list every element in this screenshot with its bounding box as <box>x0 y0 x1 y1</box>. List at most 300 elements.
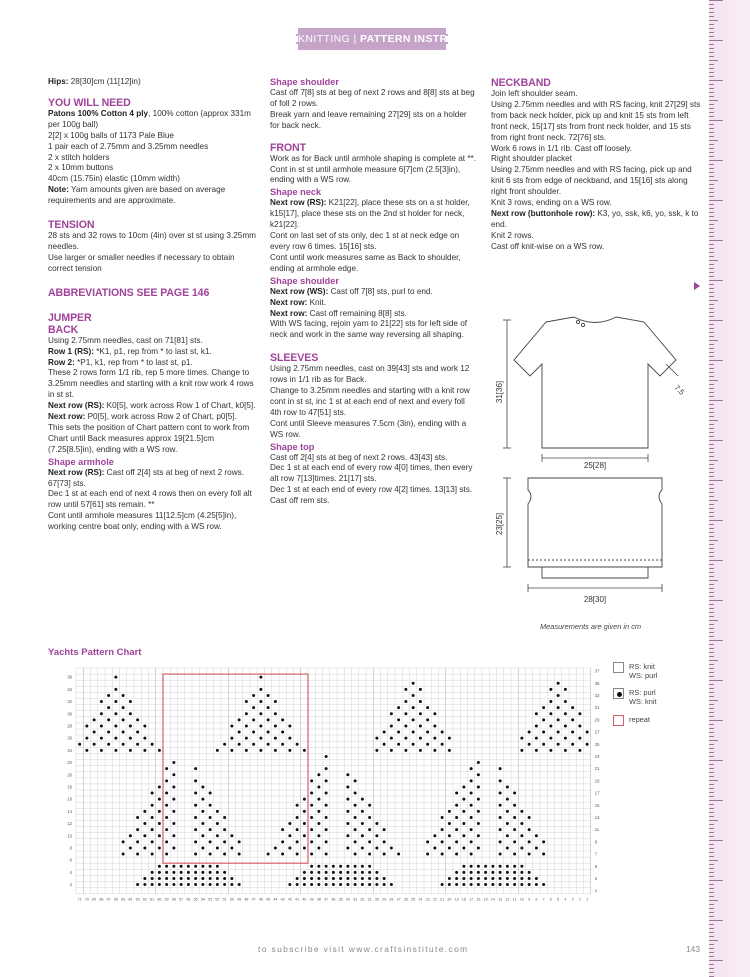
purl-stitch <box>549 724 552 727</box>
purl-stitch <box>549 712 552 715</box>
purl-stitch <box>462 871 465 874</box>
purl-stitch <box>165 840 168 843</box>
ruler-tick <box>709 548 714 549</box>
purl-stitch <box>528 877 531 880</box>
purl-stitch <box>296 853 299 856</box>
neck-row: Next row (RS): K21[22], place these sts on a st holder, k15[17], place these sts on the 2nd st holder for neck, k21[22]. <box>270 198 470 230</box>
col-label: 12 <box>505 897 510 902</box>
purl-stitch <box>201 877 204 880</box>
ruler-tick <box>709 824 714 825</box>
ruler-tick <box>709 84 714 85</box>
purl-stitch <box>477 798 480 801</box>
col-label: 15 <box>483 897 488 902</box>
col-label: 30 <box>374 897 379 902</box>
ruler-tick <box>709 820 718 821</box>
purl-stitch <box>535 877 538 880</box>
purl-stitch <box>455 828 458 831</box>
purl-stitch <box>368 871 371 874</box>
purl-stitch <box>346 834 349 837</box>
ruler-tick <box>709 460 718 461</box>
purl-stitch <box>303 798 306 801</box>
purl-stitch <box>499 865 502 868</box>
purl-stitch <box>158 834 161 837</box>
purl-stitch <box>433 724 436 727</box>
ruler-tick <box>709 720 723 721</box>
purl-stitch <box>201 883 204 886</box>
ruler-tick <box>709 612 714 613</box>
sleeves-heading: SLEEVES <box>270 352 319 365</box>
note: Note: Yarn amounts given are based on average requirements and are approximate. <box>48 185 226 206</box>
col-label: 16 <box>476 897 481 902</box>
purl-stitch <box>288 737 291 740</box>
ruler-tick <box>709 792 714 793</box>
purl-stitch <box>325 755 328 758</box>
ruler-tick <box>709 332 714 333</box>
purl-stitch <box>542 840 545 843</box>
purl-stitch <box>310 779 313 782</box>
purl-stitch <box>412 718 415 721</box>
ruler-tick <box>709 52 714 53</box>
col-label: 44 <box>273 897 278 902</box>
ruler-tick <box>709 420 718 421</box>
ruler-tick <box>709 4 714 5</box>
ruler-tick <box>709 764 714 765</box>
ruler-tick <box>709 8 714 9</box>
ruler-tick <box>709 212 714 213</box>
row-label-right: 15 <box>594 802 600 808</box>
ruler-tick <box>709 892 714 893</box>
purl-stitch <box>462 822 465 825</box>
purl-stitch <box>100 700 103 703</box>
purl-stitch <box>303 822 306 825</box>
purl-stitch <box>180 865 183 868</box>
purl-stitch <box>404 724 407 727</box>
purl-stitch <box>441 816 444 819</box>
purl-stitch <box>165 779 168 782</box>
ruler-tick <box>709 412 714 413</box>
footer-subscribe: to subscribe visit www.craftsinstitute.com <box>258 944 469 954</box>
purl-stitch <box>187 877 190 880</box>
top-text: Dec 1 st at each end of every row 4[2] times. 13[13] sts. <box>270 485 473 495</box>
ruler-tick <box>709 860 718 861</box>
purl-stitch <box>238 853 241 856</box>
col-label: 33 <box>353 897 358 902</box>
row-label-right: 9 <box>594 839 598 845</box>
front-heading: FRONT <box>270 141 306 154</box>
ruler-tick <box>709 56 714 57</box>
purl-stitch <box>346 871 349 874</box>
purl-stitch <box>180 871 183 874</box>
purl-stitch <box>470 767 473 770</box>
col-label: 64 <box>128 897 133 902</box>
ruler-tick <box>709 688 714 689</box>
purl-stitch <box>404 700 407 703</box>
purl-stitch <box>303 846 306 849</box>
ruler-tick <box>709 796 714 797</box>
purl-stitch <box>520 883 523 886</box>
purl-stitch <box>477 865 480 868</box>
purl-stitch <box>368 840 371 843</box>
purl-stitch <box>281 840 284 843</box>
purl-stitch <box>535 724 538 727</box>
ruler-tick <box>709 760 723 761</box>
col-label: 69 <box>92 897 97 902</box>
ruler-tick <box>709 264 714 265</box>
col-label: 19 <box>454 897 459 902</box>
purl-stitch <box>368 865 371 868</box>
purl-stitch <box>506 785 509 788</box>
purl-stitch <box>129 724 132 727</box>
ruler-tick <box>709 352 714 353</box>
purl-stitch <box>390 712 393 715</box>
row-label-right: 35 <box>594 680 600 686</box>
armhole-text: Cont until armhole measures 11[12.5]cm (4.25[5]in), working centre boat only, ending with a WS row. <box>48 511 237 532</box>
column-right <box>491 77 701 253</box>
row-label-right: 23 <box>594 753 600 759</box>
purl-stitch <box>462 810 465 813</box>
ruler-tick <box>709 800 723 801</box>
row-label-right: 37 <box>594 668 600 674</box>
ruler-tick <box>709 156 714 157</box>
purl-stitch <box>216 846 219 849</box>
ruler-tick <box>709 888 714 889</box>
purl-stitch <box>346 846 349 849</box>
purl-stitch <box>129 737 132 740</box>
purl-stitch <box>151 828 154 831</box>
purl-stitch <box>114 724 117 727</box>
purl-stitch <box>296 883 299 886</box>
ruler-tick <box>709 356 714 357</box>
purl-stitch <box>223 883 226 886</box>
row-label-left: 28 <box>67 723 72 729</box>
purl-stitch <box>252 706 255 709</box>
ruler-tick <box>709 636 714 637</box>
col-label: 39 <box>309 897 314 902</box>
purl-stitch <box>513 840 516 843</box>
purl-stitch <box>317 785 320 788</box>
purl-stitch <box>441 743 444 746</box>
row2: Row 2: *P1, k1, rep from * to last st, p1. <box>48 357 193 367</box>
abbreviations-heading: ABBREVIATIONS SEE PAGE 146 <box>48 286 210 299</box>
purl-stitch <box>230 846 233 849</box>
purl-stitch <box>136 883 139 886</box>
purl-stitch <box>172 865 175 868</box>
ruler-tick <box>709 912 714 913</box>
ruler-tick <box>709 580 718 581</box>
row-label-left: 36 <box>67 674 72 680</box>
purl-stitch <box>520 877 523 880</box>
purl-stitch <box>209 853 212 856</box>
ruler-tick <box>709 304 714 305</box>
purl-stitch <box>383 743 386 746</box>
ruler-tick <box>709 120 723 121</box>
ruler-tick <box>709 504 714 505</box>
purl-stitch <box>187 865 190 868</box>
purl-stitch <box>245 724 248 727</box>
purl-stitch <box>412 731 415 734</box>
purl-stitch <box>513 804 516 807</box>
ruler-tick <box>709 284 714 285</box>
materials-line: 2[2] x 100g balls of 1173 Pale Blue <box>48 130 174 140</box>
purl-stitch <box>354 871 357 874</box>
ruler-tick <box>709 536 714 537</box>
col-label: 46 <box>258 897 263 902</box>
purl-stitch <box>390 883 393 886</box>
purl-stitch <box>274 737 277 740</box>
ruler-tick <box>709 672 714 673</box>
purl-stitch <box>288 883 291 886</box>
ruler-tick <box>709 48 714 49</box>
purl-stitch <box>346 877 349 880</box>
purl-stitch <box>441 840 444 843</box>
purl-stitch <box>361 798 364 801</box>
purl-stitch <box>194 804 197 807</box>
purl-stitch <box>455 883 458 886</box>
purl-stitch <box>172 785 175 788</box>
purl-stitch <box>346 865 349 868</box>
col-label: 29 <box>382 897 387 902</box>
col-label: 56 <box>186 897 191 902</box>
ruler-tick <box>709 292 714 293</box>
ruler-tick <box>709 176 714 177</box>
purl-stitch <box>165 871 168 874</box>
purl-stitch <box>216 810 219 813</box>
purl-swatch <box>613 688 624 699</box>
ruler-tick <box>709 660 718 661</box>
purl-stitch <box>252 718 255 721</box>
ruler-tick <box>709 280 723 281</box>
purl-stitch <box>85 724 88 727</box>
ruler-tick <box>709 864 714 865</box>
purl-stitch <box>404 737 407 740</box>
purl-stitch <box>238 743 241 746</box>
purl-stitch <box>499 767 502 770</box>
purl-stitch <box>477 883 480 886</box>
purl-stitch <box>201 871 204 874</box>
col-label: 3 <box>571 897 574 902</box>
purl-stitch <box>354 792 357 795</box>
buttonhole-row: Next row (buttonhole row): K3, yo, ssk, k6, yo, ssk, k to end. <box>491 208 699 229</box>
row-label-left: 22 <box>67 760 72 766</box>
purl-stitch <box>100 724 103 727</box>
purl-stitch <box>274 700 277 703</box>
shoulder-row: Next row: Cast off remaining 8[8] sts. <box>270 308 407 318</box>
materials-line: 40cm (15.75in) elastic (10mm width) <box>48 174 180 184</box>
ruler-tick <box>709 68 714 69</box>
purl-stitch <box>513 865 516 868</box>
purl-stitch <box>528 853 531 856</box>
purl-stitch <box>317 798 320 801</box>
purl-stitch <box>368 877 371 880</box>
purl-stitch <box>383 731 386 734</box>
purl-stitch <box>557 743 560 746</box>
yarn-line: Patons 100% Cotton 4 ply, 100% cotton (approx 331m per 100g ball) <box>48 108 251 129</box>
ruler-tick <box>709 80 723 81</box>
shape-shoulder-heading: Shape shoulder <box>270 77 339 87</box>
ruler-tick <box>709 40 723 41</box>
purl-stitch <box>194 883 197 886</box>
ruler-tick <box>709 736 714 737</box>
ruler-tick <box>709 816 714 817</box>
purl-stitch <box>433 712 436 715</box>
purl-stitch <box>194 877 197 880</box>
purl-stitch <box>317 834 320 837</box>
purl-stitch <box>93 731 96 734</box>
purl-stitch <box>433 749 436 752</box>
purl-stitch <box>477 810 480 813</box>
ruler-tick <box>709 896 714 897</box>
ruler-tick <box>709 180 718 181</box>
ruler-tick <box>709 644 714 645</box>
purl-stitch <box>288 834 291 837</box>
purl-stitch <box>238 718 241 721</box>
purl-stitch <box>339 883 342 886</box>
ruler-tick <box>709 716 714 717</box>
purl-stitch <box>470 853 473 856</box>
purl-stitch <box>165 853 168 856</box>
purl-stitch <box>114 749 117 752</box>
purl-stitch <box>100 749 103 752</box>
purl-stitch <box>158 883 161 886</box>
ruler-tick <box>709 452 714 453</box>
ruler-tick <box>709 116 714 117</box>
purl-stitch <box>354 828 357 831</box>
ruler-tick <box>709 780 718 781</box>
purl-stitch <box>441 883 444 886</box>
schematic-bottom-height: 23[25] <box>495 512 504 536</box>
col-label: 34 <box>345 897 350 902</box>
ruler-tick <box>709 848 714 849</box>
col-label: 32 <box>360 897 365 902</box>
purl-stitch <box>172 846 175 849</box>
shape-armhole-heading: Shape armhole <box>48 456 114 467</box>
purl-stitch <box>404 712 407 715</box>
purl-stitch <box>368 828 371 831</box>
purl-stitch <box>346 822 349 825</box>
purl-stitch <box>165 828 168 831</box>
purl-stitch <box>506 871 509 874</box>
purl-stitch <box>528 840 531 843</box>
purl-stitch <box>325 767 328 770</box>
purl-stitch <box>114 700 117 703</box>
ruler-tick <box>709 752 714 753</box>
ruler-tick <box>709 560 723 561</box>
purl-stitch <box>542 706 545 709</box>
purl-stitch <box>259 724 262 727</box>
col-label: 27 <box>396 897 401 902</box>
purl-stitch <box>397 731 400 734</box>
purl-stitch <box>448 737 451 740</box>
ruler-tick <box>709 788 714 789</box>
ruler-tick <box>709 584 714 585</box>
purl-stitch <box>201 798 204 801</box>
purl-stitch <box>455 804 458 807</box>
purl-stitch <box>368 883 371 886</box>
purl-stitch <box>267 718 270 721</box>
purl-stitch <box>288 846 291 849</box>
col-label: 17 <box>469 897 474 902</box>
ruler-tick <box>709 684 714 685</box>
purl-stitch <box>491 883 494 886</box>
purl-stitch <box>223 743 226 746</box>
ruler-tick <box>709 28 714 29</box>
ruler-tick <box>709 620 718 621</box>
ruler-tick <box>709 188 714 189</box>
ruler-tick <box>709 464 714 465</box>
ruler-tick <box>709 344 714 345</box>
ruler-tick <box>709 500 718 501</box>
purl-stitch <box>426 731 429 734</box>
ruler-tick <box>709 692 714 693</box>
purl-stitch <box>310 828 313 831</box>
back-text: Using 2.75mm needles, cast on 71[81] sts. <box>48 335 203 345</box>
purl-stitch <box>136 853 139 856</box>
purl-stitch <box>346 785 349 788</box>
ruler-tick <box>709 836 714 837</box>
ruler-tick <box>709 840 723 841</box>
purl-stitch <box>223 816 226 819</box>
purl-stitch <box>433 834 436 837</box>
purl-stitch <box>165 767 168 770</box>
purl-stitch <box>491 865 494 868</box>
legend-repeat: repeat <box>613 715 650 726</box>
sleeves-text: Cont until Sleeve measures 7.5cm (3in), ending with a WS row. <box>270 418 467 439</box>
ruler-tick <box>709 184 714 185</box>
purl-stitch <box>361 822 364 825</box>
purl-stitch <box>216 871 219 874</box>
purl-stitch <box>303 883 306 886</box>
sleeves-text: Using 2.75mm needles, cast on 39[43] sts and work 12 rows in 1/1 rib as for Back. <box>270 364 470 385</box>
purl-stitch <box>85 749 88 752</box>
ruler-tick <box>709 196 714 197</box>
neck-text: Cont on last set of sts only, dec 1 st at neck edge on every row 6 times. 15[16] sts. <box>270 231 460 251</box>
purl-stitch <box>274 749 277 752</box>
col-label: 62 <box>142 897 147 902</box>
purl-stitch <box>499 828 502 831</box>
purl-stitch <box>107 706 110 709</box>
purl-stitch <box>201 810 204 813</box>
purl-stitch <box>216 834 219 837</box>
ruler-tick <box>709 696 714 697</box>
ruler-tick <box>709 552 714 553</box>
purl-stitch <box>470 883 473 886</box>
purl-stitch <box>433 737 436 740</box>
row-label-left: 2 <box>69 882 72 888</box>
purl-stitch <box>390 749 393 752</box>
shoulder-text: Cast off 7[8] sts at beg of next 2 rows and 8[8] sts at beg of foll 2 rows. <box>270 88 475 108</box>
purl-stitch <box>520 810 523 813</box>
front-text: Cont in st st until armhole measure 6[7]cm (2.5[3]in), ending with a WS row. <box>270 164 461 185</box>
row-label-left: 30 <box>67 711 72 717</box>
ruler-tick <box>709 920 723 921</box>
purl-stitch <box>274 712 277 715</box>
back-text: These 2 rows form 1/1 rib, rep 5 more times. Change to 3.25mm needles and starting with a knit row work 4 rows in st st. <box>48 368 254 400</box>
purl-stitch <box>535 846 538 849</box>
purl-stitch <box>397 853 400 856</box>
purl-stitch <box>542 883 545 886</box>
jumper-heading: JUMPER <box>48 311 92 324</box>
purl-stitch <box>419 737 422 740</box>
shoulder-text: With WS facing, rejoin yarn to 21[22] sts for left side of neck and work in the same way reversing all shaping. <box>270 319 468 340</box>
purl-stitch <box>288 749 291 752</box>
ruler-tick <box>709 532 714 533</box>
purl-stitch <box>535 737 538 740</box>
col-label: 70 <box>84 897 89 902</box>
purl-stitch <box>143 883 146 886</box>
purl-stitch <box>470 871 473 874</box>
col-label: 21 <box>440 897 445 902</box>
purl-stitch <box>129 846 132 849</box>
